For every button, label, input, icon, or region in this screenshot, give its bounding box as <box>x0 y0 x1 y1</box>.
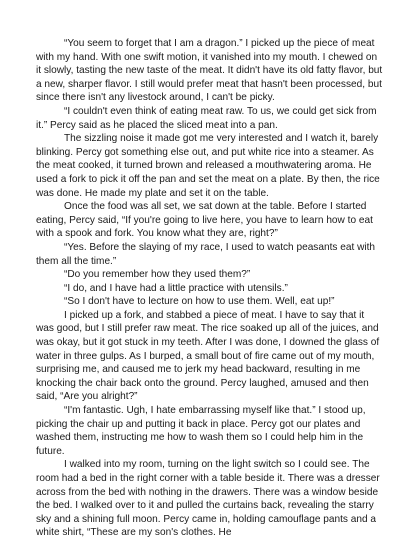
paragraph-2: “I couldn't even think of eating meat raw. To us, we could get sick from it.” Percy said as he placed the sliced meat into a pan. <box>36 105 377 131</box>
paragraph-7: “I do, and I have had a little practice with utensils.” <box>64 282 288 294</box>
paragraph-9: I picked up a fork, and stabbed a piece of meat. I have to say that it was good, but I still prefer raw meat. The rice soaked up all of the juices, and was okay, but it got stuck in my teeth. After I was done, I downed the glass of water in three gulps. As I burped, a small bout of fire came out of my mouth, surprising me, and caused me to jerk my head backward, resulting in me knocking the chair back onto the ground. Percy laughed, amused and then said, “Are you alright?” <box>36 309 380 403</box>
paragraph-5: “Yes. Before the slaying of my race, I used to watch peasants eat with them all the time.” <box>36 241 376 267</box>
paragraph-8: “So I don't have to lecture on how to use them. Well, eat up!” <box>64 296 335 308</box>
paragraph-10: “I'm fantastic. Ugh, I hate embarrassing myself like that.” I stood up, picking the chair up and putting it back in place. Percy got our plates and washed them, instructing me how to wash them so I could help him in the future. <box>36 405 366 457</box>
paragraph-4: Once the food was all set, we sat down at the table. Before I started eating, Percy said, “If you're going to live here, you have to learn how to eat with a spook and fork. You know what they are, right?” <box>36 201 373 240</box>
paragraph-6: “Do you remember how they used them?” <box>64 269 251 281</box>
paragraph-11: I walked into my room, turning on the light switch so I could see. The room had a bed in the right corner with a table beside it. There was a dresser across from the bed with nothing in the drawers. There was a window beside the bed. I walked over to it and pulled the curtains back, revealing the starry sky and a shining full moon. Percy came in, holding camouflage pants and a white shirt, “These are my son's clothes. He <box>36 459 380 539</box>
paragraph-1: “You seem to forget that I am a dragon.” I picked up the piece of meat with my hand. With one swift motion, it vanished into my mouth. I chewed on it slowly, tasting the new taste of the meat. It didn't have its old fatty flavor, but a new, sharper flavor. I still would prefer meat that hasn't been processed, but since there isn't any livestock around, I can't be picky. <box>36 38 383 104</box>
paragraph-3: The sizzling noise it made got me very interested and I watch it, barely blinking. Percy got something else out, and put white rice into a steamer. As the meat cooked, it turned brown and released a mouthwatering aroma. He used a fork to pick it off the pan and set the meat on a plate. By then, the rice was done. He made my plate and set it on the table. <box>36 133 380 199</box>
